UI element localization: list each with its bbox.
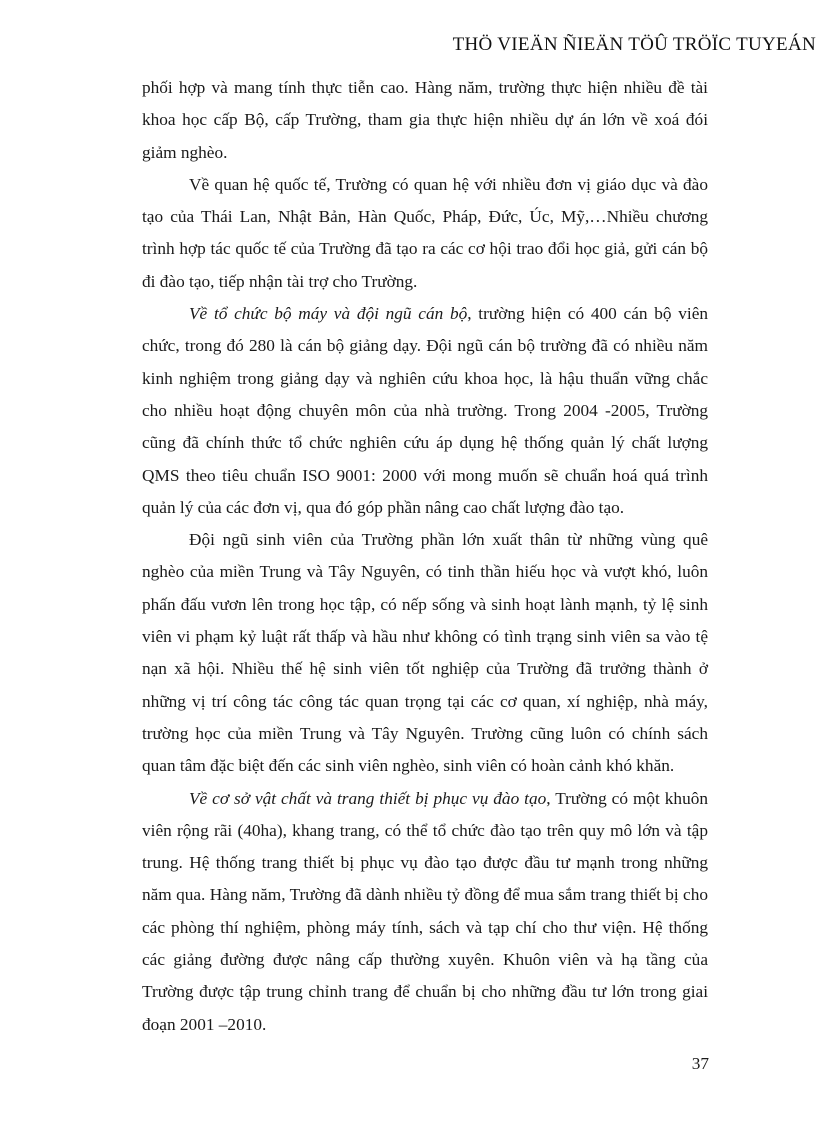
body-text bbox=[142, 72, 708, 1041]
paragraph-body: , Trường có một khuôn viên rộng rãi (40ha), khang trang, có thể tổ chức đào tạo trên quy mô lớn và tập trung. Hệ thống trang thiết bị phục vụ đào tạo được đầu tư mạnh trong những năm qua. Hàng năm, Trường đã dành nhiều tỷ đồng để mua sắm trang thiết bị cho các phòng thí nghiệm, phòng máy tính, sách và tạp chí cho thư viện. Hệ thống các giảng đường được nâng cấp thường xuyên. Khuôn viên và hạ tầng của Trường được tập trung chỉnh trang để chuẩn bị cho những đầu tư lớn trong giai đoạn 2001 –2010. bbox=[142, 788, 708, 1034]
paragraph-lead-italic: Về tổ chức bộ máy và đội ngũ cán bộ bbox=[189, 304, 468, 324]
paragraph-body: , trường hiện có 400 cán bộ viên chức, trong đó 280 là cán bộ giảng dạy. Đội ngũ cán bộ trường đã có nhiều năm kinh nghiệm trong giảng dạy và nghiên cứu khoa học, là hậu thuẩn vững chắc cho nhiều hoạt động chuyên môn của nhà trường. Trong 2004 -2005, Trường cũng đã chính thức tổ chức nghiên cứu áp dụng hệ thống quản lý chất lượng QMS theo tiêu chuẩn ISO 9001: 2000 với mong muốn sẽ chuẩn hoá quá trình quản lý của các đơn vị, qua đó góp phần nâng cao chất lượng đào tạo. bbox=[142, 304, 709, 517]
paragraph-research-continuation: phối hợp và mang tính thực tiễn cao. Hàng năm, trường thực hiện nhiều đề tài khoa học cấp Bộ, cấp Trường, tham gia thực hiện nhiều dự án lớn về xoá đói giảm nghèo. bbox=[142, 78, 708, 162]
paragraph-organization-staff bbox=[142, 298, 708, 524]
running-header: THÖ VIEÄN ÑIEÄN TÖÛ TRÖÏC TUYEÁN bbox=[452, 34, 816, 55]
page-number: 37 bbox=[691, 1054, 709, 1073]
paragraph-lead-italic: Về cơ sở vật chất và trang thiết bị phục vụ đào tạo bbox=[189, 788, 547, 808]
paragraph-facilities bbox=[142, 783, 708, 1041]
paragraph-international-relations: Về quan hệ quốc tế, Trường có quan hệ với nhiều đơn vị giáo dục và đào tạo của Thái Lan, Nhật Bản, Hàn Quốc, Pháp, Đức, Úc, Mỹ,…Nhiều chương trình hợp tác quốc tế của Trường đã tạo ra các cơ hội trao đổi học giả, gửi cán bộ đi đào tạo, tiếp nhận tài trợ cho Trường. bbox=[142, 174, 708, 291]
paragraph-students: Đội ngũ sinh viên của Trường phần lớn xuất thân từ những vùng quê nghèo của miền Trung và Tây Nguyên, có tinh thần hiếu học và vượt khó, luôn phấn đấu vươn lên trong học tập, có nếp sống và sinh hoạt lành mạnh, tỷ lệ sinh viên vi phạm kỷ luật rất thấp và hầu như không có tình trạng sinh viên sa vào tệ nạn xã hội. Nhiều thế hệ sinh viên tốt nghiệp của Trường đã trưởng thành ở những vị trí công tác công tác quan trọng tại các cơ quan, xí nghiệp, nhà máy, trường học của miền Trung và Tây Nguyên. Trường cũng luôn có chính sách quan tâm đặc biệt đến các sinh viên nghèo, sinh viên có hoàn cảnh khó khăn. bbox=[142, 530, 708, 776]
